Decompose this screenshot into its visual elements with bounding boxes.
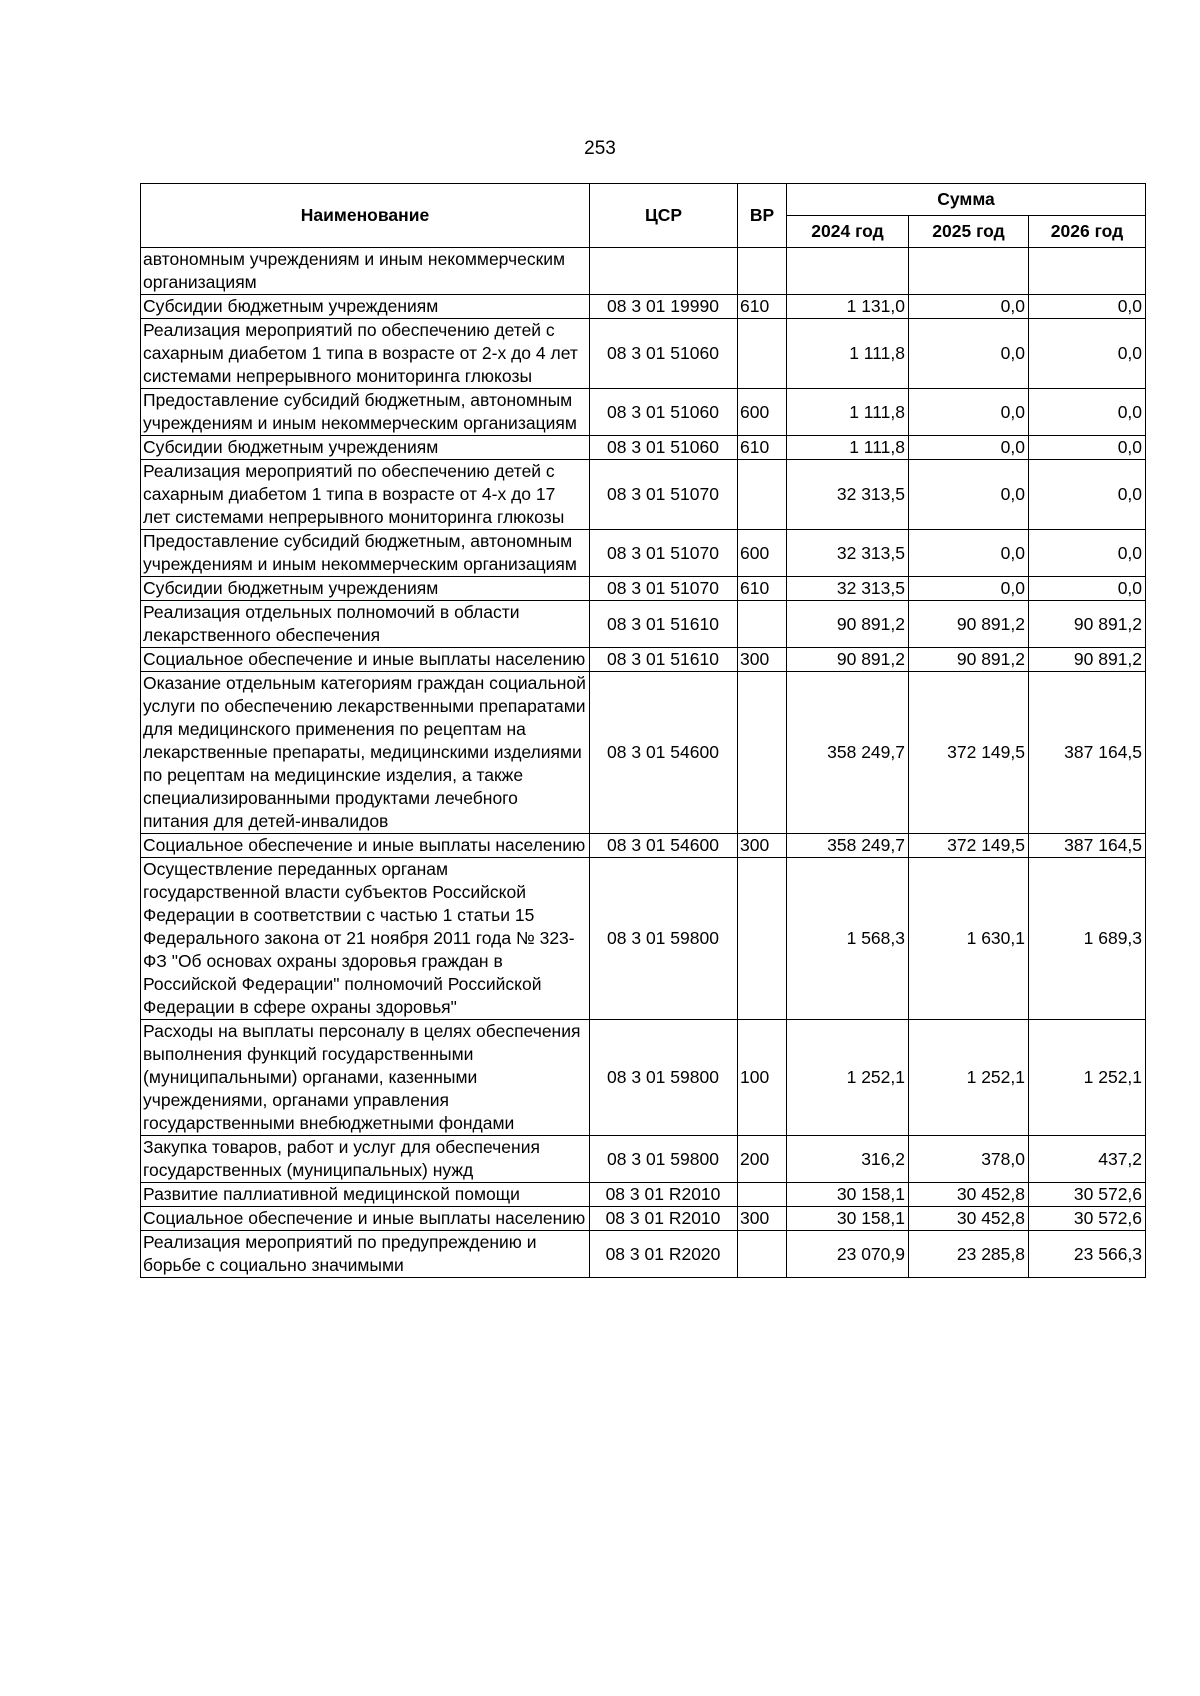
- cell-vr: [738, 319, 787, 389]
- table-row: [141, 1020, 1146, 1136]
- cell-vr: 300: [738, 648, 787, 672]
- table-body: [141, 248, 1146, 1278]
- cell-2026: 437,2: [1029, 1136, 1146, 1183]
- cell-vr: 610: [738, 577, 787, 601]
- cell-2026: 0,0: [1029, 577, 1146, 601]
- cell-2024: 32 313,5: [787, 530, 909, 577]
- cell-name: Социальное обеспечение и иные выплаты населению: [141, 648, 590, 672]
- cell-2026: 0,0: [1029, 460, 1146, 530]
- cell-2024: 1 131,0: [787, 295, 909, 319]
- cell-csr: 08 3 01 51610: [590, 648, 738, 672]
- cell-vr: 610: [738, 295, 787, 319]
- cell-2024: 1 111,8: [787, 319, 909, 389]
- cell-2024: 316,2: [787, 1136, 909, 1183]
- cell-csr: 08 3 01 R2010: [590, 1207, 738, 1231]
- cell-2025: 30 452,8: [909, 1183, 1029, 1207]
- header-2025: 2025 год: [909, 216, 1029, 248]
- cell-name: Закупка товаров, работ и услуг для обеспечения государственных (муниципальных) нужд: [141, 1136, 590, 1183]
- cell-csr: 08 3 01 59800: [590, 1136, 738, 1183]
- cell-name: Развитие паллиативной медицинской помощи: [141, 1183, 590, 1207]
- cell-2026: 1 252,1: [1029, 1020, 1146, 1136]
- cell-vr: 600: [738, 389, 787, 436]
- cell-vr: [738, 1183, 787, 1207]
- table-row: [141, 601, 1146, 648]
- cell-csr: 08 3 01 54600: [590, 834, 738, 858]
- cell-name: Реализация мероприятий по обеспечению детей с сахарным диабетом 1 типа в возрасте от 4-х до 17 лет системами непрерывного мониторинга глюкозы: [141, 460, 590, 530]
- header-2024: 2024 год: [787, 216, 909, 248]
- cell-vr: 200: [738, 1136, 787, 1183]
- cell-2026: 0,0: [1029, 389, 1146, 436]
- table-row: [141, 389, 1146, 436]
- header-name: Наименование: [141, 184, 590, 248]
- cell-2025: 90 891,2: [909, 601, 1029, 648]
- table-row: [141, 834, 1146, 858]
- cell-name: Социальное обеспечение и иные выплаты населению: [141, 834, 590, 858]
- cell-2026: 387 164,5: [1029, 672, 1146, 834]
- cell-2024: 358 249,7: [787, 834, 909, 858]
- cell-vr: [738, 858, 787, 1020]
- cell-2026: 387 164,5: [1029, 834, 1146, 858]
- table-row: [141, 1207, 1146, 1231]
- table-row: [141, 530, 1146, 577]
- cell-2026: 23 566,3: [1029, 1231, 1146, 1278]
- cell-2025: 0,0: [909, 295, 1029, 319]
- cell-2025: 0,0: [909, 460, 1029, 530]
- cell-2026: 0,0: [1029, 436, 1146, 460]
- cell-2024: 1 111,8: [787, 436, 909, 460]
- cell-name: Предоставление субсидий бюджетным, автономным учреждениям и иным некоммерческим организациям: [141, 530, 590, 577]
- cell-csr: 08 3 01 51060: [590, 389, 738, 436]
- cell-2026: 0,0: [1029, 530, 1146, 577]
- cell-vr: [738, 1231, 787, 1278]
- cell-name: Реализация мероприятий по предупреждению и борьбе с социально значимыми: [141, 1231, 590, 1278]
- cell-2024: 90 891,2: [787, 601, 909, 648]
- cell-name: Субсидии бюджетным учреждениям: [141, 577, 590, 601]
- cell-2026: 0,0: [1029, 295, 1146, 319]
- cell-csr: 08 3 01 54600: [590, 672, 738, 834]
- table-row: [141, 248, 1146, 295]
- cell-2025: 372 149,5: [909, 672, 1029, 834]
- cell-2025: 0,0: [909, 577, 1029, 601]
- cell-2024: 1 252,1: [787, 1020, 909, 1136]
- cell-2026: [1029, 248, 1146, 295]
- cell-csr: 08 3 01 51070: [590, 577, 738, 601]
- cell-vr: 610: [738, 436, 787, 460]
- cell-csr: 08 3 01 51610: [590, 601, 738, 648]
- cell-name: Расходы на выплаты персоналу в целях обеспечения выполнения функций государственными (муниципальными) органами, казенными учреждениями, органами управления государственными внебюджетными фондами: [141, 1020, 590, 1136]
- cell-vr: 300: [738, 834, 787, 858]
- cell-2025: 90 891,2: [909, 648, 1029, 672]
- table-row: [141, 295, 1146, 319]
- cell-csr: 08 3 01 19990: [590, 295, 738, 319]
- page-number: 253: [584, 138, 616, 159]
- cell-csr: 08 3 01 51070: [590, 460, 738, 530]
- cell-2024: 23 070,9: [787, 1231, 909, 1278]
- cell-name: Субсидии бюджетным учреждениям: [141, 295, 590, 319]
- cell-2026: 0,0: [1029, 319, 1146, 389]
- cell-csr: 08 3 01 59800: [590, 1020, 738, 1136]
- table-row: [141, 672, 1146, 834]
- cell-2026: 90 891,2: [1029, 601, 1146, 648]
- cell-2024: 30 158,1: [787, 1183, 909, 1207]
- cell-2024: 1 111,8: [787, 389, 909, 436]
- cell-2024: 1 568,3: [787, 858, 909, 1020]
- table-row: [141, 1231, 1146, 1278]
- cell-2025: 0,0: [909, 389, 1029, 436]
- cell-name: Осуществление переданных органам государственной власти субъектов Российской Федерации в соответствии с частью 1 статьи 15 Федерального закона от 21 ноября 2011 года № 323-ФЗ "Об основах охраны здоровья граждан в Российской Федерации" полномочий Российской Федерации в сфере охраны здоровья": [141, 858, 590, 1020]
- cell-name: Социальное обеспечение и иные выплаты населению: [141, 1207, 590, 1231]
- cell-vr: [738, 672, 787, 834]
- cell-csr: 08 3 01 R2020: [590, 1231, 738, 1278]
- cell-2025: 372 149,5: [909, 834, 1029, 858]
- cell-vr: 300: [738, 1207, 787, 1231]
- cell-csr: 08 3 01 59800: [590, 858, 738, 1020]
- table-row: [141, 319, 1146, 389]
- cell-csr: 08 3 01 R2010: [590, 1183, 738, 1207]
- cell-2026: 90 891,2: [1029, 648, 1146, 672]
- cell-csr: 08 3 01 51070: [590, 530, 738, 577]
- table-row: [141, 436, 1146, 460]
- table-row: [141, 1183, 1146, 1207]
- cell-2026: 30 572,6: [1029, 1183, 1146, 1207]
- cell-2025: 23 285,8: [909, 1231, 1029, 1278]
- table-row: [141, 648, 1146, 672]
- cell-name: Оказание отдельным категориям граждан социальной услуги по обеспечению лекарственными препаратами для медицинского применения по рецептам на лекарственные препараты, медицинскими изделиями по рецептам на медицинские изделия, а также специализированными продуктами лечебного питания для детей-инвалидов: [141, 672, 590, 834]
- cell-name: Реализация мероприятий по обеспечению детей с сахарным диабетом 1 типа в возрасте от 2-х до 4 лет системами непрерывного мониторинга глюкозы: [141, 319, 590, 389]
- cell-2024: 30 158,1: [787, 1207, 909, 1231]
- cell-vr: [738, 460, 787, 530]
- header-csr: ЦСР: [590, 184, 738, 248]
- cell-name: автономным учреждениям и иным некоммерческим организациям: [141, 248, 590, 295]
- table-row: [141, 577, 1146, 601]
- cell-2024: 32 313,5: [787, 577, 909, 601]
- cell-2025: 0,0: [909, 319, 1029, 389]
- header-sum: Сумма: [787, 184, 1146, 216]
- cell-2025: 30 452,8: [909, 1207, 1029, 1231]
- cell-2026: 30 572,6: [1029, 1207, 1146, 1231]
- cell-2025: 0,0: [909, 436, 1029, 460]
- cell-vr: 100: [738, 1020, 787, 1136]
- cell-csr: 08 3 01 51060: [590, 436, 738, 460]
- cell-2025: 0,0: [909, 530, 1029, 577]
- cell-name: Реализация отдельных полномочий в области лекарственного обеспечения: [141, 601, 590, 648]
- cell-2025: [909, 248, 1029, 295]
- cell-vr: [738, 601, 787, 648]
- table-row: [141, 858, 1146, 1020]
- table-row: [141, 460, 1146, 530]
- cell-2025: 1 630,1: [909, 858, 1029, 1020]
- cell-vr: [738, 248, 787, 295]
- budget-table: [140, 183, 1146, 1278]
- cell-name: Предоставление субсидий бюджетным, автономным учреждениям и иным некоммерческим организациям: [141, 389, 590, 436]
- cell-2024: 90 891,2: [787, 648, 909, 672]
- cell-vr: 600: [738, 530, 787, 577]
- cell-csr: 08 3 01 51060: [590, 319, 738, 389]
- cell-2024: 32 313,5: [787, 460, 909, 530]
- cell-2026: 1 689,3: [1029, 858, 1146, 1020]
- cell-2025: 378,0: [909, 1136, 1029, 1183]
- cell-2024: 358 249,7: [787, 672, 909, 834]
- cell-2025: 1 252,1: [909, 1020, 1029, 1136]
- cell-2024: [787, 248, 909, 295]
- header-2026: 2026 год: [1029, 216, 1146, 248]
- table-header: [141, 184, 1146, 248]
- table-row: [141, 1136, 1146, 1183]
- cell-name: Субсидии бюджетным учреждениям: [141, 436, 590, 460]
- cell-csr: [590, 248, 738, 295]
- header-vr: ВР: [738, 184, 787, 248]
